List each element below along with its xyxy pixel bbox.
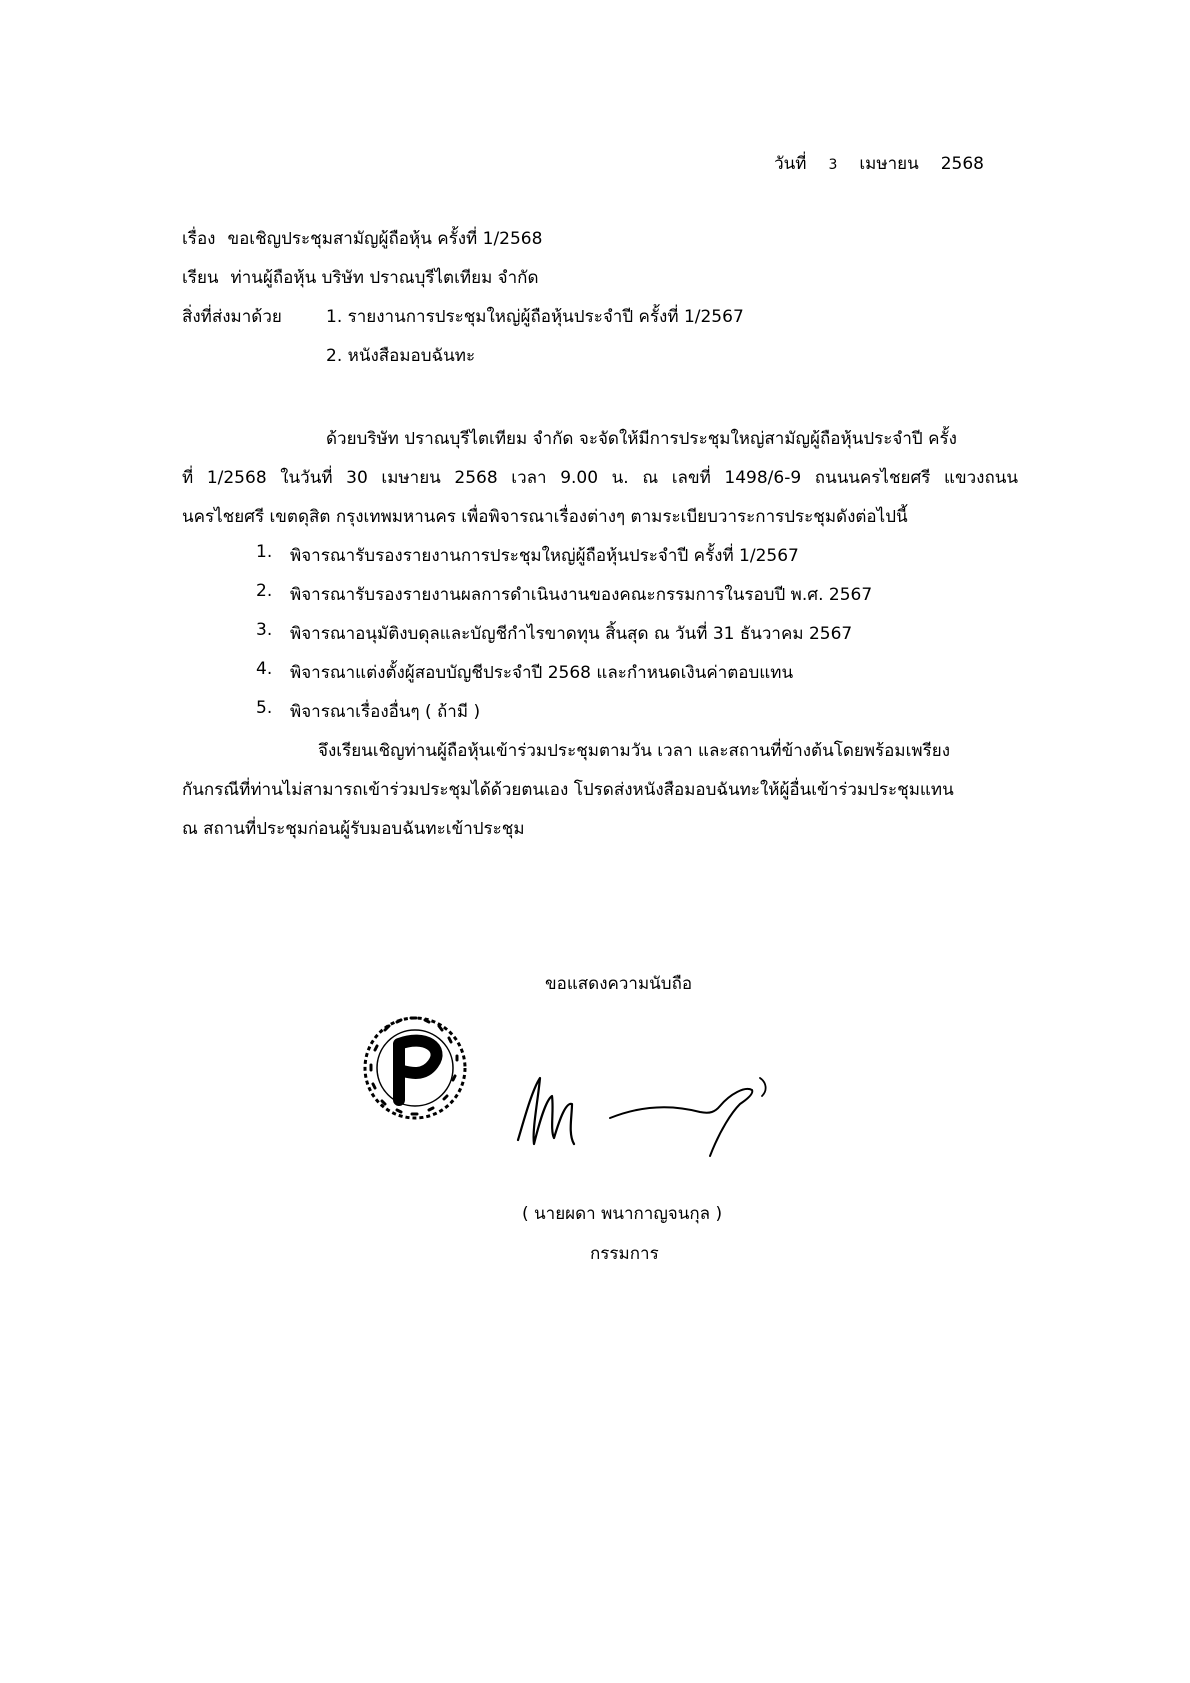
signer-position: กรรมการ [590,1244,659,1264]
agenda-item [256,659,793,686]
subject-text: ขอเชิญประชุมสามัญผู้ถือหุ้น ครั้งที่ 1/2568 [227,229,543,249]
recipient-text: ท่านผู้ถือหุ้น บริษัท ปราณบุรีไตเทียม จำกัด [230,268,539,288]
company-seal-icon [355,1000,475,1135]
recipient-line [182,264,539,291]
subject-label: เรื่อง [182,229,216,249]
subject-line [182,225,542,252]
agenda-item [256,581,872,608]
enclosure-item: 2. หนังสือมอบฉันทะ [326,346,476,366]
agenda-text: พิจารณาแต่งตั้งผู้สอบบัญชีประจำปี 2568 และกำหนดเงินค่าตอบแทน [290,663,794,683]
recipient-label: เรียน [182,268,219,288]
agenda-number: 4. [256,659,273,679]
paragraph-line: กันกรณีที่ท่านไม่สามารถเข้าร่วมประชุมได้ด้วยตนเอง โปรดส่งหนังสือมอบฉันทะให้ผู้อื่นเข้าร่วมประชุมแทน [182,780,954,800]
agenda-item [256,698,480,725]
agenda-text: พิจารณารับรองรายงานผลการดำเนินงานของคณะกรรมการในรอบปี พ.ศ. 2567 [290,585,873,605]
agenda-number: 1. [256,542,273,562]
date-label: วันที่ [774,154,807,174]
agenda-item [256,542,799,569]
paragraph-line: นครไชยศรี เขตดุสิต กรุงเทพมหานคร เพื่อพิจารณาเรื่องต่างๆ ตามระเบียบวาระการประชุมดังต่อไปนี้ [182,507,908,527]
paragraph-line: ที่ 1/2568 ในวันที่ 30 เมษายน 2568 เวลา 9.00 น. ณ เลขที่ 1498/6-9 ถนนนครไชยศรี แขวงถนน [182,468,1018,488]
agenda-number: 2. [256,581,273,601]
date-day: 3 [828,157,838,173]
signature-icon [510,1060,780,1160]
agenda-text: พิจารณาเรื่องอื่นๆ ( ถ้ามี ) [290,702,481,722]
agenda-text: พิจารณารับรองรายงานการประชุมใหญ่ผู้ถือหุ้นประจำปี ครั้งที่ 1/2567 [290,546,799,566]
agenda-text: พิจารณาอนุมัติงบดุลและบัญชีกำไรขาดทุน สิ้นสุด ณ วันที่ 31 ธันวาคม 2567 [290,624,853,644]
closing-regards: ขอแสดงความนับถือ [545,974,693,994]
paragraph-line: จึงเรียนเชิญท่านผู้ถือหุ้นเข้าร่วมประชุมตามวัน เวลา และสถานที่ข้างต้นโดยพร้อมเพรียง [318,741,950,761]
agenda-item [256,620,852,647]
letter-date [774,150,984,177]
date-year: 2568 [940,154,984,174]
agenda-number: 5. [256,698,273,718]
date-month: เมษายน [859,154,919,174]
enclosure-label: สิ่งที่ส่งมาด้วย [182,307,282,327]
signer-name: ( นายผดา พนากาญจนกุล ) [522,1204,723,1224]
paragraph-line: ด้วยบริษัท ปราณบุรีไตเทียม จำกัด จะจัดให้มีการประชุมใหญ่สามัญผู้ถือหุ้นประจำปี ครั้ง [326,429,957,449]
agenda-number: 3. [256,620,273,640]
paragraph-line: ณ สถานที่ประชุมก่อนผู้รับมอบฉันทะเข้าประชุม [182,819,525,839]
enclosure-item: 1. รายงานการประชุมใหญ่ผู้ถือหุ้นประจำปี ครั้งที่ 1/2567 [326,307,744,327]
